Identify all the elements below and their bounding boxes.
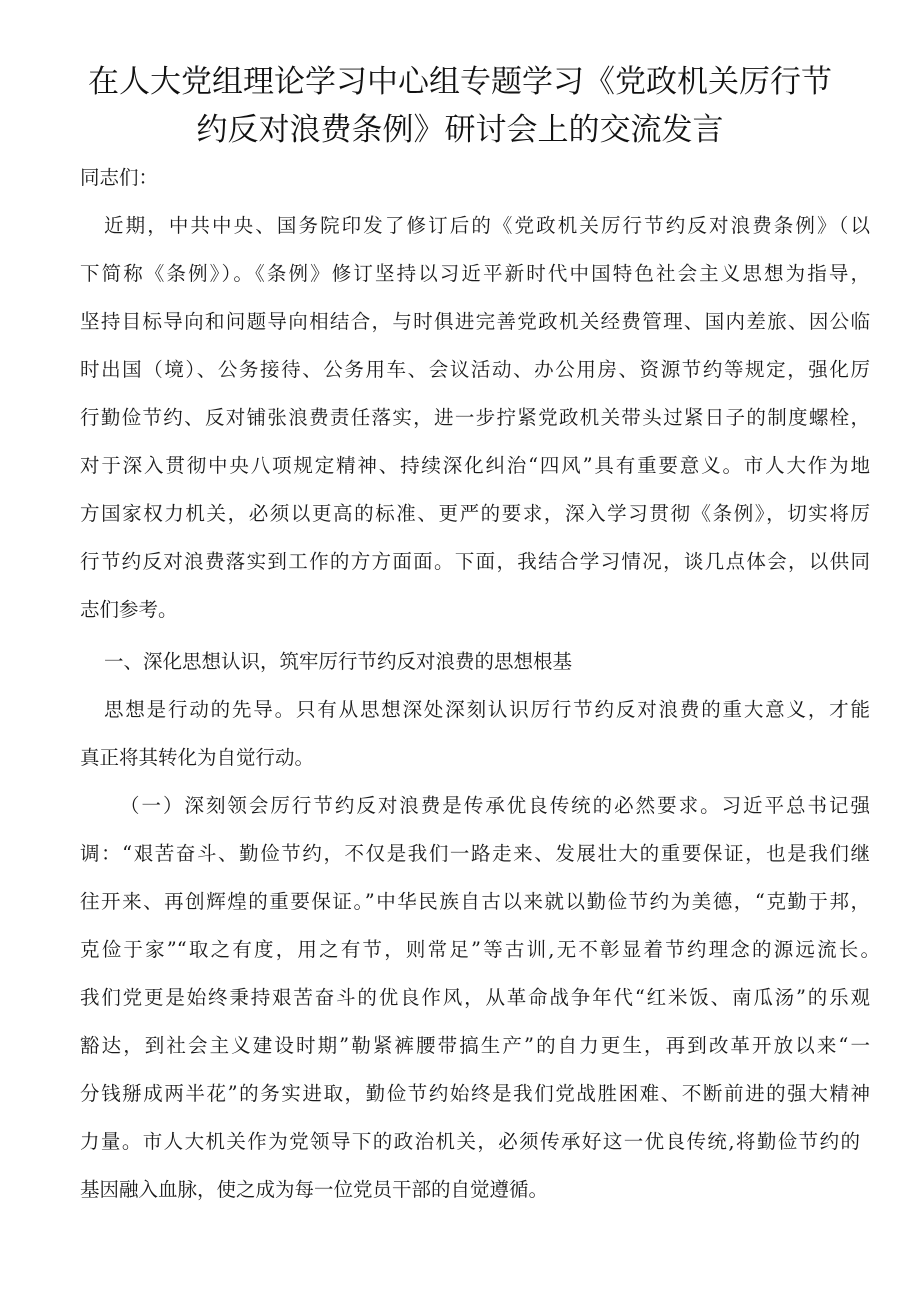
paragraph-2-line: 真正将其转化为自觉行动。 bbox=[80, 746, 315, 769]
paragraph-3-line: （一）深刻领会厉行节约反对浪费是传承优良传统的必然要求。习近平总书记强 bbox=[120, 794, 870, 817]
paragraph-1-line: 行节约反对浪费落实到工作的方方面面。下面，我结合学习情况，谈几点体会，以供同 bbox=[80, 550, 870, 573]
paragraph-3-line: 分钱掰成两半花”的务实进取，勤俭节约始终是我们党战胜困难、不断前进的强大精神 bbox=[80, 1082, 870, 1105]
paragraph-1-line: 近期，中共中央、国务院印发了修订后的《党政机关厉行节约反对浪费条例》（以 bbox=[104, 214, 870, 237]
paragraph-3-line: 我们党更是始终秉持艰苦奋斗的优良作风，从革命战争年代“红米饭、南瓜汤”的乐观 bbox=[80, 986, 870, 1009]
document-title-line-2: 约反对浪费条例》研讨会上的交流发言 bbox=[196, 112, 724, 148]
salutation: 同志们： bbox=[80, 166, 159, 189]
paragraph-1-line: 下简称《条例》）。《条例》修订坚持以习近平新时代中国特色社会主义思想为指导， bbox=[80, 262, 870, 285]
paragraph-3-line: 力量。市人大机关作为党领导下的政治机关，必须传承好这一优良传统,将勤俭节约的 bbox=[80, 1130, 860, 1153]
paragraph-3-line: 调：“艰苦奋斗、勤俭节约，不仅是我们一路走来、发展壮大的重要保证，也是我们继 bbox=[80, 842, 870, 865]
paragraph-3-line: 豁达，到社会主义建设时期”勒紧裤腰带搞生产”的自力更生，再到改革开放以来“一 bbox=[80, 1034, 870, 1057]
paragraph-1-line: 方国家权力机关，必须以更高的标准、更严的要求，深入学习贯彻《条例》，切实将厉 bbox=[80, 502, 870, 525]
paragraph-1-line: 对于深入贯彻中央八项规定精神、持续深化纠治“四风”具有重要意义。市人大作为地 bbox=[80, 454, 870, 477]
document-title-line-1: 在人大党组理论学习中心组专题学习《党政机关厉行节 bbox=[88, 64, 832, 100]
paragraph-1-line: 志们参考。 bbox=[80, 598, 178, 621]
paragraph-1-line: 行勤俭节约、反对铺张浪费责任落实，进一步拧紧党政机关带头过紧日子的制度螺栓， bbox=[80, 406, 870, 429]
section-heading-1: 一、深化思想认识，筑牢厉行节约反对浪费的思想根基 bbox=[104, 650, 573, 673]
paragraph-1-line: 时出国（境）、公务接待、公务用车、会议活动、办公用房、资源节约等规定，强化厉 bbox=[80, 358, 870, 381]
paragraph-1-line: 坚持目标导向和问题导向相结合，与时俱进完善党政机关经费管理、国内差旅、因公临 bbox=[80, 310, 870, 333]
paragraph-2-line: 思想是行动的先导。只有从思想深处深刻认识厉行节约反对浪费的重大意义，才能 bbox=[104, 698, 870, 721]
paragraph-3-line: 往开来、再创辉煌的重要保证。”中华民族自古以来就以勤俭节约为美德，“克勤于邦， bbox=[80, 890, 870, 913]
paragraph-3-line: 克俭于家”“取之有度，用之有节，则常足”等古训,无不彰显着节约理念的源远流长。 bbox=[80, 938, 880, 961]
paragraph-3-line: 基因融入血脉，使之成为每一位党员干部的自觉遵循。 bbox=[80, 1178, 549, 1201]
